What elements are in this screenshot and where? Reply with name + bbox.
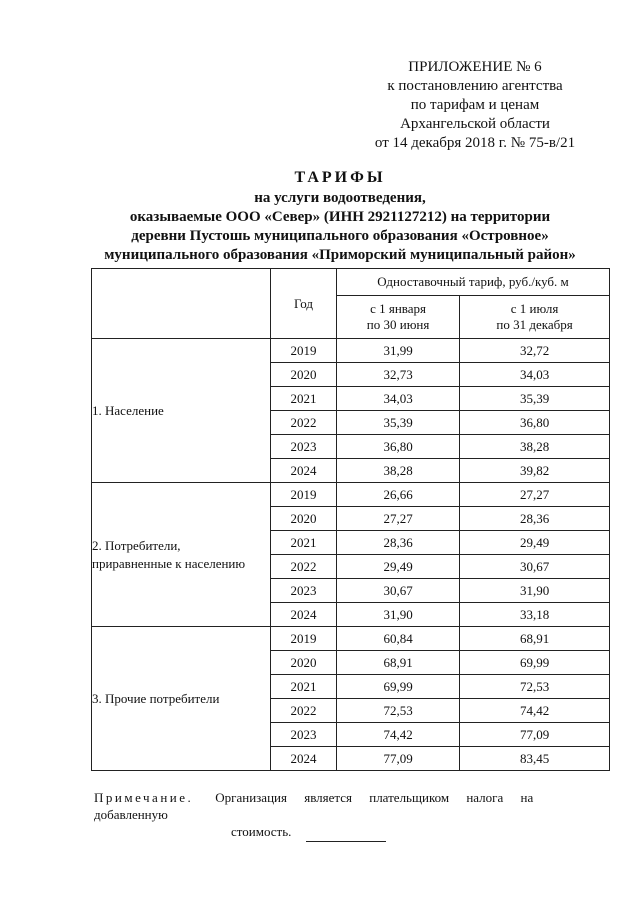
value-cell: 69,99 [460, 651, 610, 675]
value-cell: 72,53 [337, 699, 460, 723]
category-cell [92, 627, 271, 771]
value-cell: 77,09 [337, 747, 460, 771]
year-cell: 2022 [271, 699, 337, 723]
value-cell: 35,39 [460, 387, 610, 411]
value-cell: 36,80 [460, 411, 610, 435]
title-line: муниципального образования «Приморский муниципальный район» [104, 247, 576, 263]
value-cell: 27,27 [337, 507, 460, 531]
year-cell: 2019 [271, 627, 337, 651]
value-cell: 69,99 [337, 675, 460, 699]
category-cell [92, 339, 271, 483]
year-cell: 2020 [271, 363, 337, 387]
value-cell: 83,45 [460, 747, 610, 771]
value-cell: 31,90 [337, 603, 460, 627]
header-period-2 [460, 296, 610, 339]
value-cell: 32,72 [460, 339, 610, 363]
period-1-from: с 1 января [370, 301, 427, 316]
value-cell: 29,49 [460, 531, 610, 555]
appendix-line: по тарифам и ценам [410, 97, 540, 113]
closing-rule [306, 841, 386, 842]
period-2-from: с 1 июля [510, 301, 559, 316]
value-cell: 31,99 [337, 339, 460, 363]
category-label: 1. Население [92, 402, 164, 418]
value-cell: 77,09 [460, 723, 610, 747]
value-cell: 34,03 [337, 387, 460, 411]
value-cell: 30,67 [337, 579, 460, 603]
table-row [92, 627, 610, 651]
category-cell [92, 483, 271, 627]
value-cell: 33,18 [460, 603, 610, 627]
value-cell: 31,90 [460, 579, 610, 603]
value-cell: 32,73 [337, 363, 460, 387]
value-cell: 27,27 [460, 483, 610, 507]
year-cell: 2020 [271, 507, 337, 531]
period-1-to: по 30 июня [366, 317, 430, 332]
year-cell: 2022 [271, 555, 337, 579]
footnote-line-1 [94, 789, 614, 823]
table-row [92, 339, 610, 363]
value-cell: 74,42 [337, 723, 460, 747]
year-cell: 2023 [271, 723, 337, 747]
header-category [92, 269, 271, 339]
footnote-text: Организация является плательщиком налога на добавленную [94, 790, 534, 822]
value-cell: 28,36 [460, 507, 610, 531]
value-cell: 36,80 [337, 435, 460, 459]
value-cell: 29,49 [337, 555, 460, 579]
value-cell: 35,39 [337, 411, 460, 435]
period-2-to: по 31 декабря [496, 317, 573, 332]
year-cell: 2022 [271, 411, 337, 435]
year-cell: 2021 [271, 675, 337, 699]
header-period-1 [337, 296, 460, 339]
table-row [92, 483, 610, 507]
table-header-row [92, 269, 610, 296]
footnote-line-2: стоимость. [231, 824, 292, 839]
year-cell: 2021 [271, 531, 337, 555]
appendix-number: ПРИЛОЖЕНИЕ № 6 [408, 59, 542, 75]
value-cell: 26,66 [337, 483, 460, 507]
value-cell: 38,28 [337, 459, 460, 483]
header-year: Год [271, 269, 337, 339]
year-cell: 2023 [271, 579, 337, 603]
year-cell: 2019 [271, 483, 337, 507]
value-cell: 68,91 [460, 627, 610, 651]
title-line: оказываемые ООО «Север» (ИНН 2921127212) на территории [129, 209, 551, 225]
year-cell: 2023 [271, 435, 337, 459]
value-cell: 68,91 [337, 651, 460, 675]
category-label: 2. Потребители, [92, 537, 181, 553]
year-cell: 2024 [271, 603, 337, 627]
footnote-label: Примечание. [94, 790, 194, 805]
value-cell: 74,42 [460, 699, 610, 723]
document-title [60, 168, 620, 265]
appendix-line: к постановлению агентства [387, 78, 563, 94]
year-cell: 2024 [271, 747, 337, 771]
year-cell: 2024 [271, 459, 337, 483]
value-cell: 34,03 [460, 363, 610, 387]
category-label: 3. Прочие потребители [92, 690, 220, 706]
appendix-date: от 14 декабря 2018 г. № 75-в/21 [374, 135, 576, 151]
footnote [94, 789, 614, 840]
value-cell: 38,28 [460, 435, 610, 459]
title-line: деревни Пустошь муниципального образования «Островное» [131, 228, 549, 244]
year-cell: 2021 [271, 387, 337, 411]
category-label-2: приравненные к населению [92, 555, 246, 571]
appendix-line: Архангельской области [400, 116, 550, 132]
value-cell: 39,82 [460, 459, 610, 483]
title-main: ТАРИФЫ [294, 169, 386, 186]
header-tariff: Одноставочный тариф, руб./куб. м [337, 269, 610, 296]
value-cell: 28,36 [337, 531, 460, 555]
year-cell: 2019 [271, 339, 337, 363]
value-cell: 30,67 [460, 555, 610, 579]
tariff-table [91, 268, 610, 771]
value-cell: 60,84 [337, 627, 460, 651]
value-cell: 72,53 [460, 675, 610, 699]
title-line: на услуги водоотведения, [254, 190, 426, 206]
year-cell: 2020 [271, 651, 337, 675]
appendix-header [340, 58, 610, 153]
